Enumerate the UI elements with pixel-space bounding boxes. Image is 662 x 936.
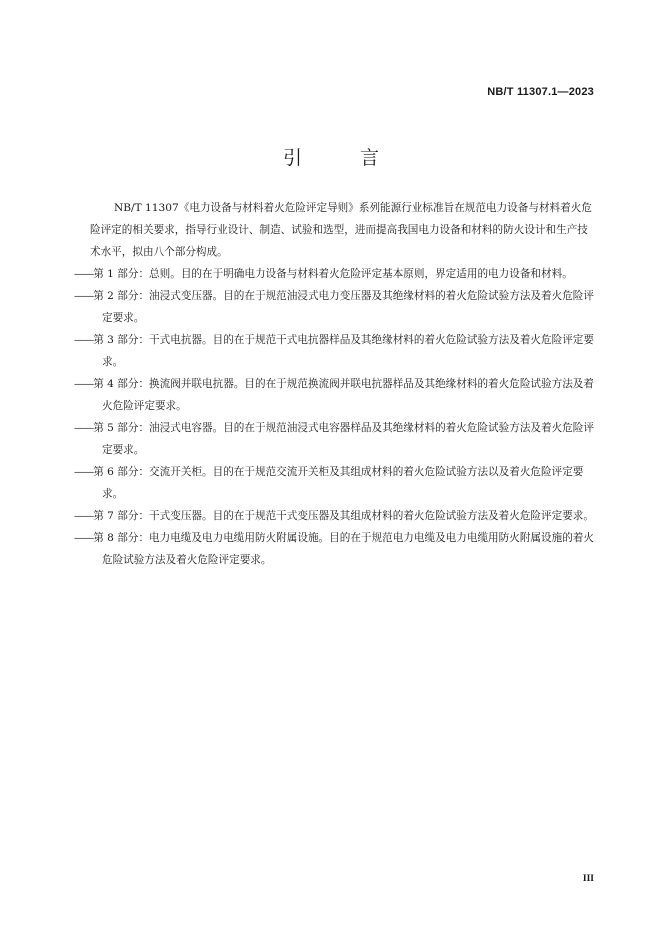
part-text: 第 3 部分：干式电抗器。目的在于规范干式电抗器样品及其绝缘材料的着火危险试验方法及着火危险评定要求。	[93, 334, 594, 368]
part-text: 第 8 部分：电力电缆及电力电缆用防火附属设施。目的在于规范电力电缆及电力电缆用防火附属设施的着火危险试验方法及着火危险评定要求。	[93, 532, 594, 566]
parts-list	[74, 263, 598, 571]
part-text: 第 7 部分：干式变压器。目的在于规范干式变压器及其组成材料的着火危险试验方法及着火危险评定要求。	[93, 510, 594, 522]
list-item	[74, 285, 598, 329]
page-number: III	[582, 874, 594, 884]
em-dash: ——	[74, 334, 94, 346]
em-dash: ——	[74, 422, 94, 434]
part-text: 第 6 部分：交流开关柜。目的在于规范交流开关柜及其组成材料的着火危险试验方法以及着火危险评定要求。	[93, 466, 584, 500]
document-body	[74, 197, 598, 571]
intro-paragraph: NB/T 11307《电力设备与材料着火危险评定导则》系列能源行业标准旨在规范电力设备与材料着火危险评定的相关要求，指导行业设计、制造、试验和选型，进而提高我国电力设备和材料的防火设计和生产技术水平，拟由八个部分构成。	[90, 202, 592, 258]
em-dash: ——	[74, 268, 94, 280]
em-dash: ——	[74, 378, 94, 390]
list-item	[74, 505, 598, 527]
em-dash: ——	[74, 466, 94, 478]
list-item	[74, 417, 598, 461]
list-item	[74, 373, 598, 417]
list-item	[74, 461, 598, 505]
list-item	[74, 263, 598, 285]
part-text: 第 5 部分：油浸式电容器。目的在于规范油浸式电容器样品及其绝缘材料的着火危险试验方法及着火危险评定要求。	[93, 422, 594, 456]
em-dash: ——	[74, 510, 94, 522]
part-text: 第 1 部分：总则。目的在于明确电力设备与材料着火危险评定基本原则，界定适用的电力设备和材料。	[93, 268, 573, 280]
part-text: 第 4 部分：换流阀并联电抗器。目的在于规范换流阀并联电抗器样品及其绝缘材料的着火危险试验方法及着火危险评定要求。	[93, 378, 594, 412]
standard-code: NB/T 11307.1—2023	[487, 86, 594, 98]
list-item	[74, 329, 598, 373]
em-dash: ——	[74, 532, 94, 544]
part-text: 第 2 部分：油浸式变压器。目的在于规范油浸式电力变压器及其绝缘材料的着火危险试验方法及着火危险评定要求。	[93, 290, 594, 324]
list-item	[74, 527, 598, 571]
page-title: 引 言	[282, 147, 406, 169]
em-dash: ——	[74, 290, 94, 302]
